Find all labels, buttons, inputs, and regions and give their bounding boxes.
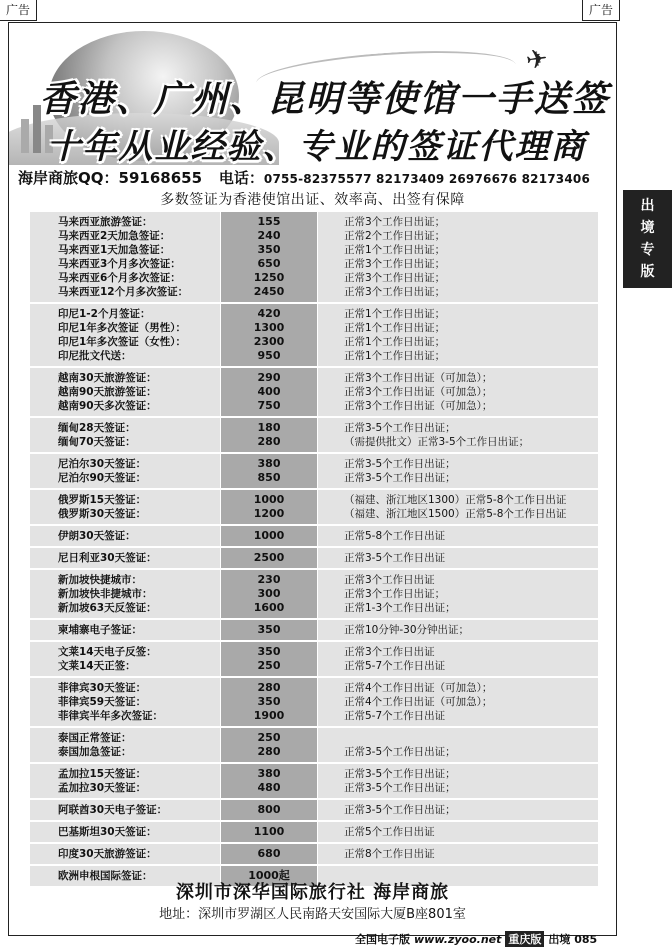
visa-group [30, 764, 598, 800]
visa-name-column [30, 570, 220, 618]
visa-name: 俄罗斯30天签证： [58, 508, 147, 520]
visa-name: 新加坡快捷城市： [58, 574, 142, 586]
visa-price: 850 [257, 471, 281, 484]
visa-note: 正常5-7个工作日出证 [344, 710, 446, 722]
visa-price: 1600 [253, 601, 285, 614]
visa-note: 正常3-5个工作日出证； [344, 472, 456, 484]
visa-note-column [318, 678, 598, 726]
qq-number: 59168655 [118, 169, 203, 187]
visa-note: （需提供批文）正常3-5个工作日出证； [344, 436, 530, 448]
visa-note-column [318, 764, 598, 798]
visa-name: 印尼1年多次签证（男性）： [58, 322, 187, 334]
airplane-icon: ✈ [524, 43, 550, 77]
visa-name: 俄罗斯15天签证： [58, 494, 147, 506]
visa-price: 280 [257, 745, 281, 758]
visa-price: 350 [257, 243, 281, 256]
visa-name-column [30, 728, 220, 762]
visa-note: 正常3个工作日出证 [344, 574, 435, 586]
visa-name: 尼日利亚30天签证： [58, 552, 157, 564]
visa-note: 正常3个工作日出证； [344, 272, 446, 284]
visa-name: 伊朗30天签证： [58, 530, 136, 542]
visa-price-column [220, 454, 318, 488]
visa-price: 230 [257, 573, 281, 586]
visa-name-column [30, 822, 220, 842]
visa-group [30, 418, 598, 454]
visa-note: 正常2个工作日出证； [344, 230, 446, 242]
visa-note: 正常1-3个工作日出证； [344, 602, 456, 614]
visa-group [30, 368, 598, 418]
visa-name: 欧洲申根国际签证： [58, 870, 153, 882]
visa-price: 250 [257, 659, 281, 672]
visa-note-column [318, 368, 598, 416]
visa-note: 正常1个工作日出证； [344, 244, 446, 256]
visa-name: 新加坡快非捷城市： [58, 588, 153, 600]
tel-label: 电话： [218, 169, 264, 187]
visa-note: 正常1个工作日出证； [344, 308, 446, 320]
bottom-bar [355, 930, 597, 948]
visa-price: 420 [257, 307, 281, 320]
visa-note: 正常3个工作日出证 [344, 646, 435, 658]
visa-note-column [318, 642, 598, 676]
visa-name: 文莱14天正签： [58, 660, 136, 672]
visa-name: 孟加拉30天签证： [58, 782, 147, 794]
visa-note: 正常1个工作日出证； [344, 350, 446, 362]
contact-line [18, 167, 618, 187]
visa-price: 300 [257, 587, 281, 600]
visa-name-column [30, 548, 220, 568]
visa-price-column [220, 526, 318, 546]
visa-price-column [220, 418, 318, 452]
visa-note: 正常1个工作日出证； [344, 336, 446, 348]
visa-price: 280 [257, 435, 281, 448]
visa-group [30, 822, 598, 844]
visa-group [30, 570, 598, 620]
visa-name-column [30, 304, 220, 366]
visa-name: 柬埔寨电子签证： [58, 624, 142, 636]
visa-name: 巴基斯坦30天签证： [58, 826, 157, 838]
visa-price-column [220, 678, 318, 726]
slogan-line-2: 十年从业经验、专业的签证代理商 [46, 127, 587, 165]
visa-name-column [30, 368, 220, 416]
visa-group [30, 212, 598, 304]
visa-price: 680 [257, 847, 281, 860]
visa-price: 350 [257, 695, 281, 708]
visa-price: 2300 [253, 335, 285, 348]
visa-name: 马来西亚1天加急签证： [58, 244, 171, 256]
slogan-line-1: 香港、广州、昆明等使馆一手送签 [39, 78, 610, 120]
visa-price-table [30, 212, 598, 888]
visa-price-column [220, 844, 318, 864]
visa-name: 文莱14天电子反签： [58, 646, 157, 658]
visa-note-column [318, 548, 598, 568]
visa-note: （福建、浙江地区1300）正常5-8个工作日出证 [344, 494, 567, 506]
visa-name-column [30, 642, 220, 676]
visa-note [344, 731, 598, 745]
visa-note: 正常3个工作日出证； [344, 216, 446, 228]
visa-name-column [30, 678, 220, 726]
visa-name: 马来西亚旅游签证： [58, 216, 153, 228]
visa-group [30, 304, 598, 368]
visa-name-column [30, 526, 220, 546]
visa-name-column [30, 490, 220, 524]
visa-name-column [30, 212, 220, 302]
company-name: 深圳市深华国际旅行社 海岸商旅 [175, 882, 450, 903]
visa-price: 1000 [253, 493, 285, 506]
visa-name: 泰国加急签证： [58, 746, 132, 758]
visa-name-column [30, 800, 220, 820]
visa-group [30, 800, 598, 822]
visa-name: 尼泊尔30天签证： [58, 458, 147, 470]
visa-price: 1000起 [248, 869, 290, 882]
visa-note: 正常5-7个工作日出证 [344, 660, 446, 672]
visa-name-column [30, 418, 220, 452]
visa-price: 950 [257, 349, 281, 362]
visa-price: 155 [257, 215, 281, 228]
company-address: 地址：深圳市罗湖区人民南路天安国际大厦B座801室 [159, 907, 466, 922]
visa-group [30, 642, 598, 678]
visa-note-column [318, 800, 598, 820]
visa-name: 菲律宾59天签证： [58, 696, 147, 708]
visa-note-column [318, 454, 598, 488]
visa-group [30, 728, 598, 764]
visa-price-column [220, 212, 318, 302]
visa-price: 2500 [253, 551, 285, 564]
visa-price-column [220, 548, 318, 568]
visa-price: 380 [257, 767, 281, 780]
visa-price-column [220, 728, 318, 762]
visa-name: 越南30天旅游签证： [58, 372, 157, 384]
visa-price: 380 [257, 457, 281, 470]
visa-price-column [220, 304, 318, 366]
visa-group [30, 490, 598, 526]
visa-note-column [318, 304, 598, 366]
visa-note: 正常3-5个工作日出证； [344, 782, 456, 794]
visa-note: 正常3个工作日出证； [344, 258, 446, 270]
page-number: 出境 085 [548, 933, 598, 946]
visa-group [30, 844, 598, 866]
visa-name: 越南90天多次签证： [58, 400, 157, 412]
visa-name: 越南90天旅游签证： [58, 386, 157, 398]
visa-group [30, 526, 598, 548]
visa-note: 正常3-5个工作日出证； [344, 422, 456, 434]
visa-note-column [318, 212, 598, 302]
visa-name: 尼泊尔90天签证： [58, 472, 147, 484]
visa-name: 泰国正常签证： [58, 732, 132, 744]
visa-group [30, 548, 598, 570]
visa-note: （福建、浙江地区1500）正常5-8个工作日出证 [344, 508, 567, 520]
visa-price: 1250 [253, 271, 285, 284]
visa-price: 250 [257, 731, 281, 744]
visa-note: 正常8个工作日出证 [344, 848, 435, 860]
visa-note: 正常1个工作日出证； [344, 322, 446, 334]
ad-tag-left: 广告 [0, 0, 37, 21]
visa-note: 正常3个工作日出证（可加急）； [344, 372, 493, 384]
visa-name: 马来西亚12个月多次签证： [58, 286, 189, 298]
visa-price-column [220, 570, 318, 618]
visa-price-column [220, 490, 318, 524]
tel-numbers: 0755-82375577 82173409 26976676 82173406 [263, 172, 591, 186]
visa-name-column [30, 844, 220, 864]
visa-note: 正常3个工作日出证； [344, 588, 446, 600]
visa-note-column [318, 728, 598, 762]
visa-price: 350 [257, 623, 281, 636]
visa-price: 2450 [253, 285, 285, 298]
visa-note: 正常4个工作日出证（可加急）； [344, 696, 493, 708]
visa-name: 新加坡63天反签证： [58, 602, 157, 614]
visa-name-column [30, 454, 220, 488]
visa-note: 正常5-8个工作日出证 [344, 530, 446, 542]
visa-price-column [220, 800, 318, 820]
ad-tag-right: 广告 [582, 0, 620, 21]
visa-name: 菲律宾30天签证： [58, 682, 147, 694]
visa-note: 正常3个工作日出证； [344, 286, 446, 298]
visa-price: 290 [257, 371, 281, 384]
visa-price-column [220, 764, 318, 798]
visa-note: 正常3-5个工作日出证； [344, 804, 456, 816]
visa-name: 孟加拉15天签证： [58, 768, 147, 780]
visa-name: 菲律宾半年多次签证： [58, 710, 163, 722]
visa-name: 印尼1-2个月签证： [58, 308, 151, 320]
visa-name: 马来西亚3个月多次签证： [58, 258, 181, 270]
visa-name-column [30, 764, 220, 798]
visa-note: 正常3个工作日出证（可加急）； [344, 386, 493, 398]
visa-note-column [318, 526, 598, 546]
edition-label: 全国电子版 [355, 933, 410, 946]
visa-name: 阿联酋30天电子签证： [58, 804, 168, 816]
visa-name: 马来西亚2天加急签证： [58, 230, 171, 242]
visa-note-column [318, 490, 598, 524]
subtitle: 多数签证为香港使馆出证、效率高、出签有保障 [160, 192, 465, 208]
visa-price: 1000 [253, 529, 285, 542]
visa-price: 180 [257, 421, 281, 434]
visa-note: 正常4个工作日出证（可加急）； [344, 682, 493, 694]
section-tab-label: 出境专版 [640, 198, 655, 280]
visa-note-column [318, 844, 598, 864]
visa-price: 1300 [253, 321, 285, 334]
visa-note: 正常3-5个工作日出证 [344, 552, 446, 564]
visa-price: 750 [257, 399, 281, 412]
visa-price: 400 [257, 385, 281, 398]
visa-name: 缅甸28天签证： [58, 422, 136, 434]
visa-note-column [318, 620, 598, 640]
visa-note: 正常3个工作日出证（可加急）； [344, 400, 493, 412]
visa-price: 1900 [253, 709, 285, 722]
visa-note: 正常3-5个工作日出证； [344, 458, 456, 470]
visa-price: 350 [257, 645, 281, 658]
visa-price-column [220, 368, 318, 416]
visa-price: 1200 [253, 507, 285, 520]
section-tab [623, 190, 672, 288]
visa-price: 1100 [253, 825, 285, 838]
visa-name: 印度30天旅游签证： [58, 848, 157, 860]
visa-name-column [30, 620, 220, 640]
banner [9, 23, 616, 165]
visa-note-column [318, 822, 598, 842]
visa-group [30, 678, 598, 728]
site-link[interactable]: www.zyoo.net [414, 932, 502, 946]
qq-label: 海岸商旅QQ： [18, 169, 119, 187]
visa-note-column [318, 418, 598, 452]
visa-group [30, 620, 598, 642]
edition-badge: 重庆版 [505, 931, 544, 947]
visa-name: 印尼1年多次签证（女性）： [58, 336, 187, 348]
visa-note: 正常3-5个工作日出证； [344, 746, 456, 758]
visa-price: 650 [257, 257, 281, 270]
visa-name: 缅甸70天签证： [58, 436, 136, 448]
visa-note-column [318, 570, 598, 618]
visa-price: 280 [257, 681, 281, 694]
visa-note: 正常3-5个工作日出证； [344, 768, 456, 780]
visa-price: 240 [257, 229, 281, 242]
visa-group [30, 454, 598, 490]
visa-note: 正常5个工作日出证 [344, 826, 435, 838]
visa-price: 480 [257, 781, 281, 794]
visa-name: 马来西亚6个月多次签证： [58, 272, 181, 284]
visa-price-column [220, 822, 318, 842]
visa-name: 印尼批文代送： [58, 350, 132, 362]
visa-note: 正常10分钟-30分钟出证； [344, 624, 470, 636]
visa-price-column [220, 642, 318, 676]
visa-price-column [220, 620, 318, 640]
visa-price: 800 [257, 803, 281, 816]
